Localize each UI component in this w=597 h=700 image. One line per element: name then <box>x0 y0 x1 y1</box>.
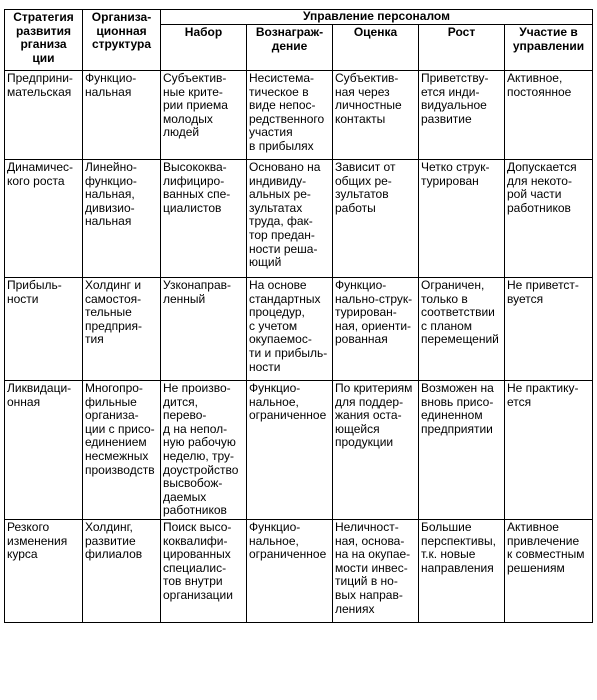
cell-text: По критериям для поддер- жания оста- ющейся продукции <box>335 381 413 450</box>
cell-evaluation <box>333 71 419 160</box>
cell-org <box>83 519 161 622</box>
cell-reward <box>247 381 333 520</box>
cell-strategy <box>5 381 83 520</box>
table-row <box>5 160 593 278</box>
cell-text: Холдинг, развитие филиалов <box>85 519 143 562</box>
cell-participation <box>505 519 593 622</box>
cell-recruitment <box>161 71 247 160</box>
cell-reward <box>247 278 333 381</box>
cell-recruitment <box>161 381 247 520</box>
cell-text: Не произво- дится, перево- д на непол- ную рабочую неделю, тру- доустройство высвобож- даемых работников <box>163 381 239 518</box>
cell-strategy <box>5 519 83 622</box>
cell-growth <box>419 71 505 160</box>
cell-text: Не практику- ется <box>507 381 579 409</box>
cell-org <box>83 381 161 520</box>
cell-text: Допускается для некото- рой части работников <box>507 160 577 215</box>
cell-text: Холдинг и самостоя- тельные предприя- тия <box>85 278 142 347</box>
header-strategy <box>5 10 83 71</box>
cell-text: Функцио- нально-струк- турирован- ная, ориенти- рованная <box>335 278 413 347</box>
header-growth-label: Рост <box>447 25 476 39</box>
cell-recruitment <box>161 160 247 278</box>
header-participation-label: Участие в управлении <box>512 25 585 53</box>
cell-text: Многопро- фильные организа- ции с присо- единением несмежных производств <box>85 381 155 477</box>
header-evaluation-label: Оценка <box>353 25 398 39</box>
cell-evaluation <box>333 278 419 381</box>
cell-text: Большие перспективы, т.к. новые направления <box>421 519 496 575</box>
header-org-structure <box>83 10 161 71</box>
cell-text: Не приветст- вуется <box>507 278 579 306</box>
cell-participation <box>505 160 593 278</box>
table-row <box>5 71 593 160</box>
header-org-structure-label: Организа- ционная структура <box>91 10 152 51</box>
cell-text: Функцио- нальное, ограниченное <box>249 519 327 562</box>
cell-text: Ограничен, только в соответствии с планом перемещений <box>421 278 499 347</box>
cell-text: Приветству- ется инди- видуальное развитие <box>421 71 489 126</box>
cell-text: Неличност- ная, основа- на на окупае- мости инвес- тиций в но- вых направ- лениях <box>335 519 411 616</box>
cell-text: Резкого изменения курса <box>7 519 68 562</box>
cell-text: Узконаправ- ленный <box>163 278 232 306</box>
cell-participation <box>505 381 593 520</box>
cell-text: На основе стандартных процедур, с учетом окупаемос- ти и прибыль- ности <box>249 278 328 374</box>
cell-text: Функцио- нальное, ограниченное <box>249 381 327 423</box>
cell-evaluation <box>333 519 419 622</box>
table-row <box>5 278 593 381</box>
header-hr-group: Управление персоналом <box>161 10 593 25</box>
cell-text: Субъектив- ные крите- рии приема молодых людей <box>163 71 228 140</box>
cell-org <box>83 278 161 381</box>
header-growth <box>419 25 505 71</box>
cell-text: Динамичес- кого роста <box>7 160 74 188</box>
cell-text: Поиск высо- коквалифи- цированных специалис- тов внутри организации <box>163 519 233 602</box>
cell-participation <box>505 71 593 160</box>
cell-growth <box>419 160 505 278</box>
cell-evaluation <box>333 381 419 520</box>
cell-strategy <box>5 71 83 160</box>
cell-text: Ликвидаци- онная <box>7 381 72 409</box>
cell-text: Линейно- функцио- нальная, дивизио- нальная <box>85 160 137 229</box>
header-recruitment <box>161 25 247 71</box>
cell-text: Четко струк- турирован <box>421 160 490 188</box>
cell-strategy <box>5 278 83 381</box>
cell-recruitment <box>161 278 247 381</box>
cell-growth <box>419 519 505 622</box>
cell-org <box>83 160 161 278</box>
cell-text: Прибыль- ности <box>7 278 62 306</box>
header-strategy-label: Стратегия развития рганиза ции <box>13 10 74 65</box>
cell-text: Субъектив- ная через личностные контакты <box>335 71 402 126</box>
cell-reward <box>247 71 333 160</box>
cell-text: Зависит от общих ре- зультатов работы <box>335 160 396 215</box>
cell-reward <box>247 519 333 622</box>
table-row <box>5 381 593 520</box>
cell-org <box>83 71 161 160</box>
cell-reward <box>247 160 333 278</box>
cell-text: Функцио- нальная <box>85 71 137 99</box>
header-recruitment-label: Набор <box>184 25 223 39</box>
cell-text: Несистема- тическое в виде непос- редственного участия в прибылях <box>249 71 325 153</box>
cell-text: Основано на индивиду- альных ре- зультатах труда, фак- тор предан- ности реша- ющий <box>249 160 321 270</box>
cell-evaluation <box>333 160 419 278</box>
cell-growth <box>419 381 505 520</box>
hr-strategy-table <box>4 9 593 623</box>
cell-participation <box>505 278 593 381</box>
cell-strategy <box>5 160 83 278</box>
header-evaluation <box>333 25 419 71</box>
cell-growth <box>419 278 505 381</box>
cell-text: Активное, постоянное <box>507 71 572 99</box>
cell-recruitment <box>161 519 247 622</box>
header-reward <box>247 25 333 71</box>
cell-text: Возможен на вновь присо- единенном предприятии <box>421 381 494 436</box>
table-row <box>5 519 593 622</box>
cell-text: Активное привлечение к совместным решениям <box>507 519 585 575</box>
header-reward-label: Вознаграж- дение <box>255 25 324 53</box>
cell-text: Предприни- мательская <box>7 71 73 99</box>
header-participation <box>505 25 593 71</box>
cell-text: Высококва- лифициро- ванных спе- циалистов <box>163 160 231 215</box>
